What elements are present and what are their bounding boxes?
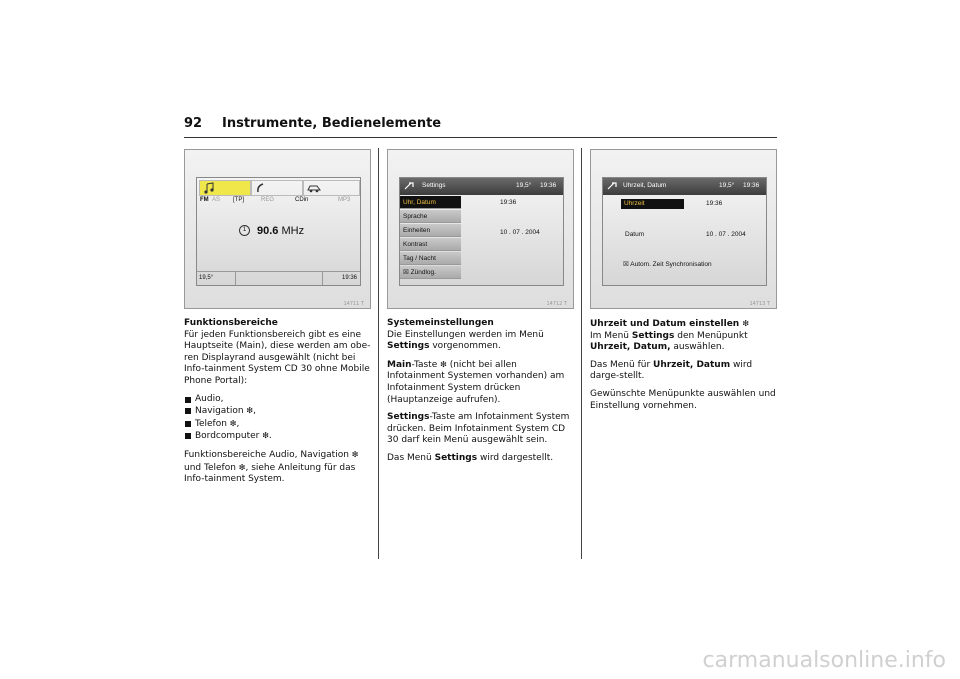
source-tp: [TP] [233, 197, 245, 203]
menu-item-zuendlog: ☒ Zündlog. [400, 266, 461, 279]
figure-code: 14711 T [343, 301, 364, 307]
list-item: Audio, [184, 394, 372, 406]
text-column-1 [184, 318, 372, 492]
date-value: 10 . 07 . 2004 [500, 229, 540, 236]
figure-settings-display [387, 149, 574, 309]
figure-code: 14713 T [749, 301, 770, 307]
paragraph: Das Menü Settings wird dargestellt. [387, 452, 554, 463]
status-bar [197, 271, 360, 285]
page-number: 92 [184, 116, 203, 131]
preset-number: 1 [239, 225, 250, 236]
menu-title: Uhrzeit, Datum [623, 182, 667, 189]
clock-value: 19:36 [500, 199, 517, 206]
display-screen [602, 177, 767, 286]
clock-time: 19:36 [743, 182, 760, 189]
list-item: Navigation ❇, [184, 405, 372, 418]
menu-item-einheiten: Einheiten [400, 224, 461, 237]
clock-time: 19:36 [341, 275, 357, 281]
temperature: 19,5° [719, 182, 735, 189]
page-title: Instrumente, Bedienelemente [222, 116, 442, 131]
menu-item-tag-nacht: Tag / Nacht [400, 252, 461, 265]
figure-audio-display [184, 149, 371, 309]
source-mp3: MP3 [338, 197, 351, 203]
column-divider [581, 148, 582, 559]
auto-sync-option: ☒ Autom. Zeit Synchronisation [623, 261, 712, 268]
frequency-readout: 90.6 MHz [257, 225, 305, 237]
column-divider [378, 148, 379, 559]
field-datum-label: Datum [625, 231, 645, 238]
display-screen [196, 177, 361, 286]
menu-item-sprache: Sprache [400, 210, 461, 223]
paragraph: Funktionsbereiche Audio, Navigation ❇ und Telefon ❇, siehe Anleitung für das Info-tainment System. [184, 449, 359, 485]
phone-icon [255, 182, 267, 194]
paragraph: Das Menü für Uhrzeit, Datum wird darge-stellt. [590, 359, 753, 382]
field-uhrzeit-label: Uhrzeit [621, 199, 684, 209]
title-bar [400, 178, 563, 195]
checkbox: ☒ [623, 261, 629, 268]
checkbox: ☒ [403, 269, 409, 276]
header-rule [184, 137, 777, 138]
bullet-list [184, 394, 372, 443]
paragraph: Main-Taste ❇ (nicht bei allen Infotainment Systemen vorhanden) am Infotainment System drücken (Hauptanzeige aufrufen). [387, 359, 565, 405]
menu-title: Settings [422, 182, 446, 189]
temperature: 19,5° [516, 182, 532, 189]
display-screen [399, 177, 564, 286]
temperature: 19,5° [199, 275, 214, 281]
section-heading: Funktionsbereiche [184, 318, 278, 328]
paragraph: Für jeden Funktionsbereich gibt es eine Hauptseite (Main), diese werden am obe-ren Displayrand ausgewählt (nicht bei Info-tainment System CD 30 ohne Mobile Phone Portal): [184, 329, 371, 386]
text-column-3: Uhrzeit und Datum einstellen ❇ Im Menü Settings den Menüpunkt Uhrzeit, Datum, auswählen. Das Menü für Uhrzeit, Datum wird darge-stellt. Gewünschte Menüpunkte auswählen und Einstellung vornehmen. [590, 318, 778, 418]
source-reg: REG [261, 197, 275, 203]
tab-car [303, 180, 360, 196]
car-icon [307, 182, 321, 194]
tab-phone [251, 180, 303, 196]
status-divider [322, 272, 323, 285]
settings-icon [404, 181, 416, 191]
tab-audio [199, 180, 251, 196]
section-heading: Systemeinstellungen [387, 318, 494, 328]
paragraph: Gewünschte Menüpunkte auswählen und Einstellung vornehmen. [590, 388, 776, 411]
title-bar [603, 178, 766, 195]
clock-time: 19:36 [540, 182, 557, 189]
watermark[interactable]: carmanualsonline.info [702, 648, 946, 673]
list-item: Bordcomputer ❇. [184, 430, 372, 443]
field-datum-value: 10 . 07 . 2004 [706, 231, 746, 238]
list-item: Telefon ❇, [184, 418, 372, 431]
field-uhrzeit-value: 19:36 [706, 200, 723, 207]
source-fm: FM [200, 197, 209, 203]
menu-item-kontrast: Kontrast [400, 238, 461, 251]
settings-icon [607, 181, 619, 191]
music-note-icon [203, 182, 215, 194]
section-heading: Uhrzeit und Datum einstellen ❇ [590, 319, 750, 329]
figure-code: 14712 T [546, 301, 567, 307]
menu-item-uhr-datum: Uhr, Datum [400, 196, 461, 209]
paragraph: Settings-Taste am Infotainment System drücken. Beim Infotainment System CD 30 darf kein Menü ausgewählt sein. [387, 412, 570, 446]
figure-clock-display [590, 149, 777, 309]
source-cdin: CDin [295, 197, 309, 203]
source-as: AS [212, 197, 221, 203]
text-column-2: Systemeinstellungen Die Einstellungen werden im Menü Settings vorgenommen. Main-Taste ❇ (nicht bei allen Infotainment Systemen vorhanden) am Infotainment System drücken (Hauptanzeige aufrufen). Settings-Taste am Infotainment System drücken. Beim Infotainment System CD 30 darf kein Menü ausgewählt sein. Das Menü Settings wird dargestellt. [387, 318, 575, 471]
status-divider [235, 272, 236, 285]
